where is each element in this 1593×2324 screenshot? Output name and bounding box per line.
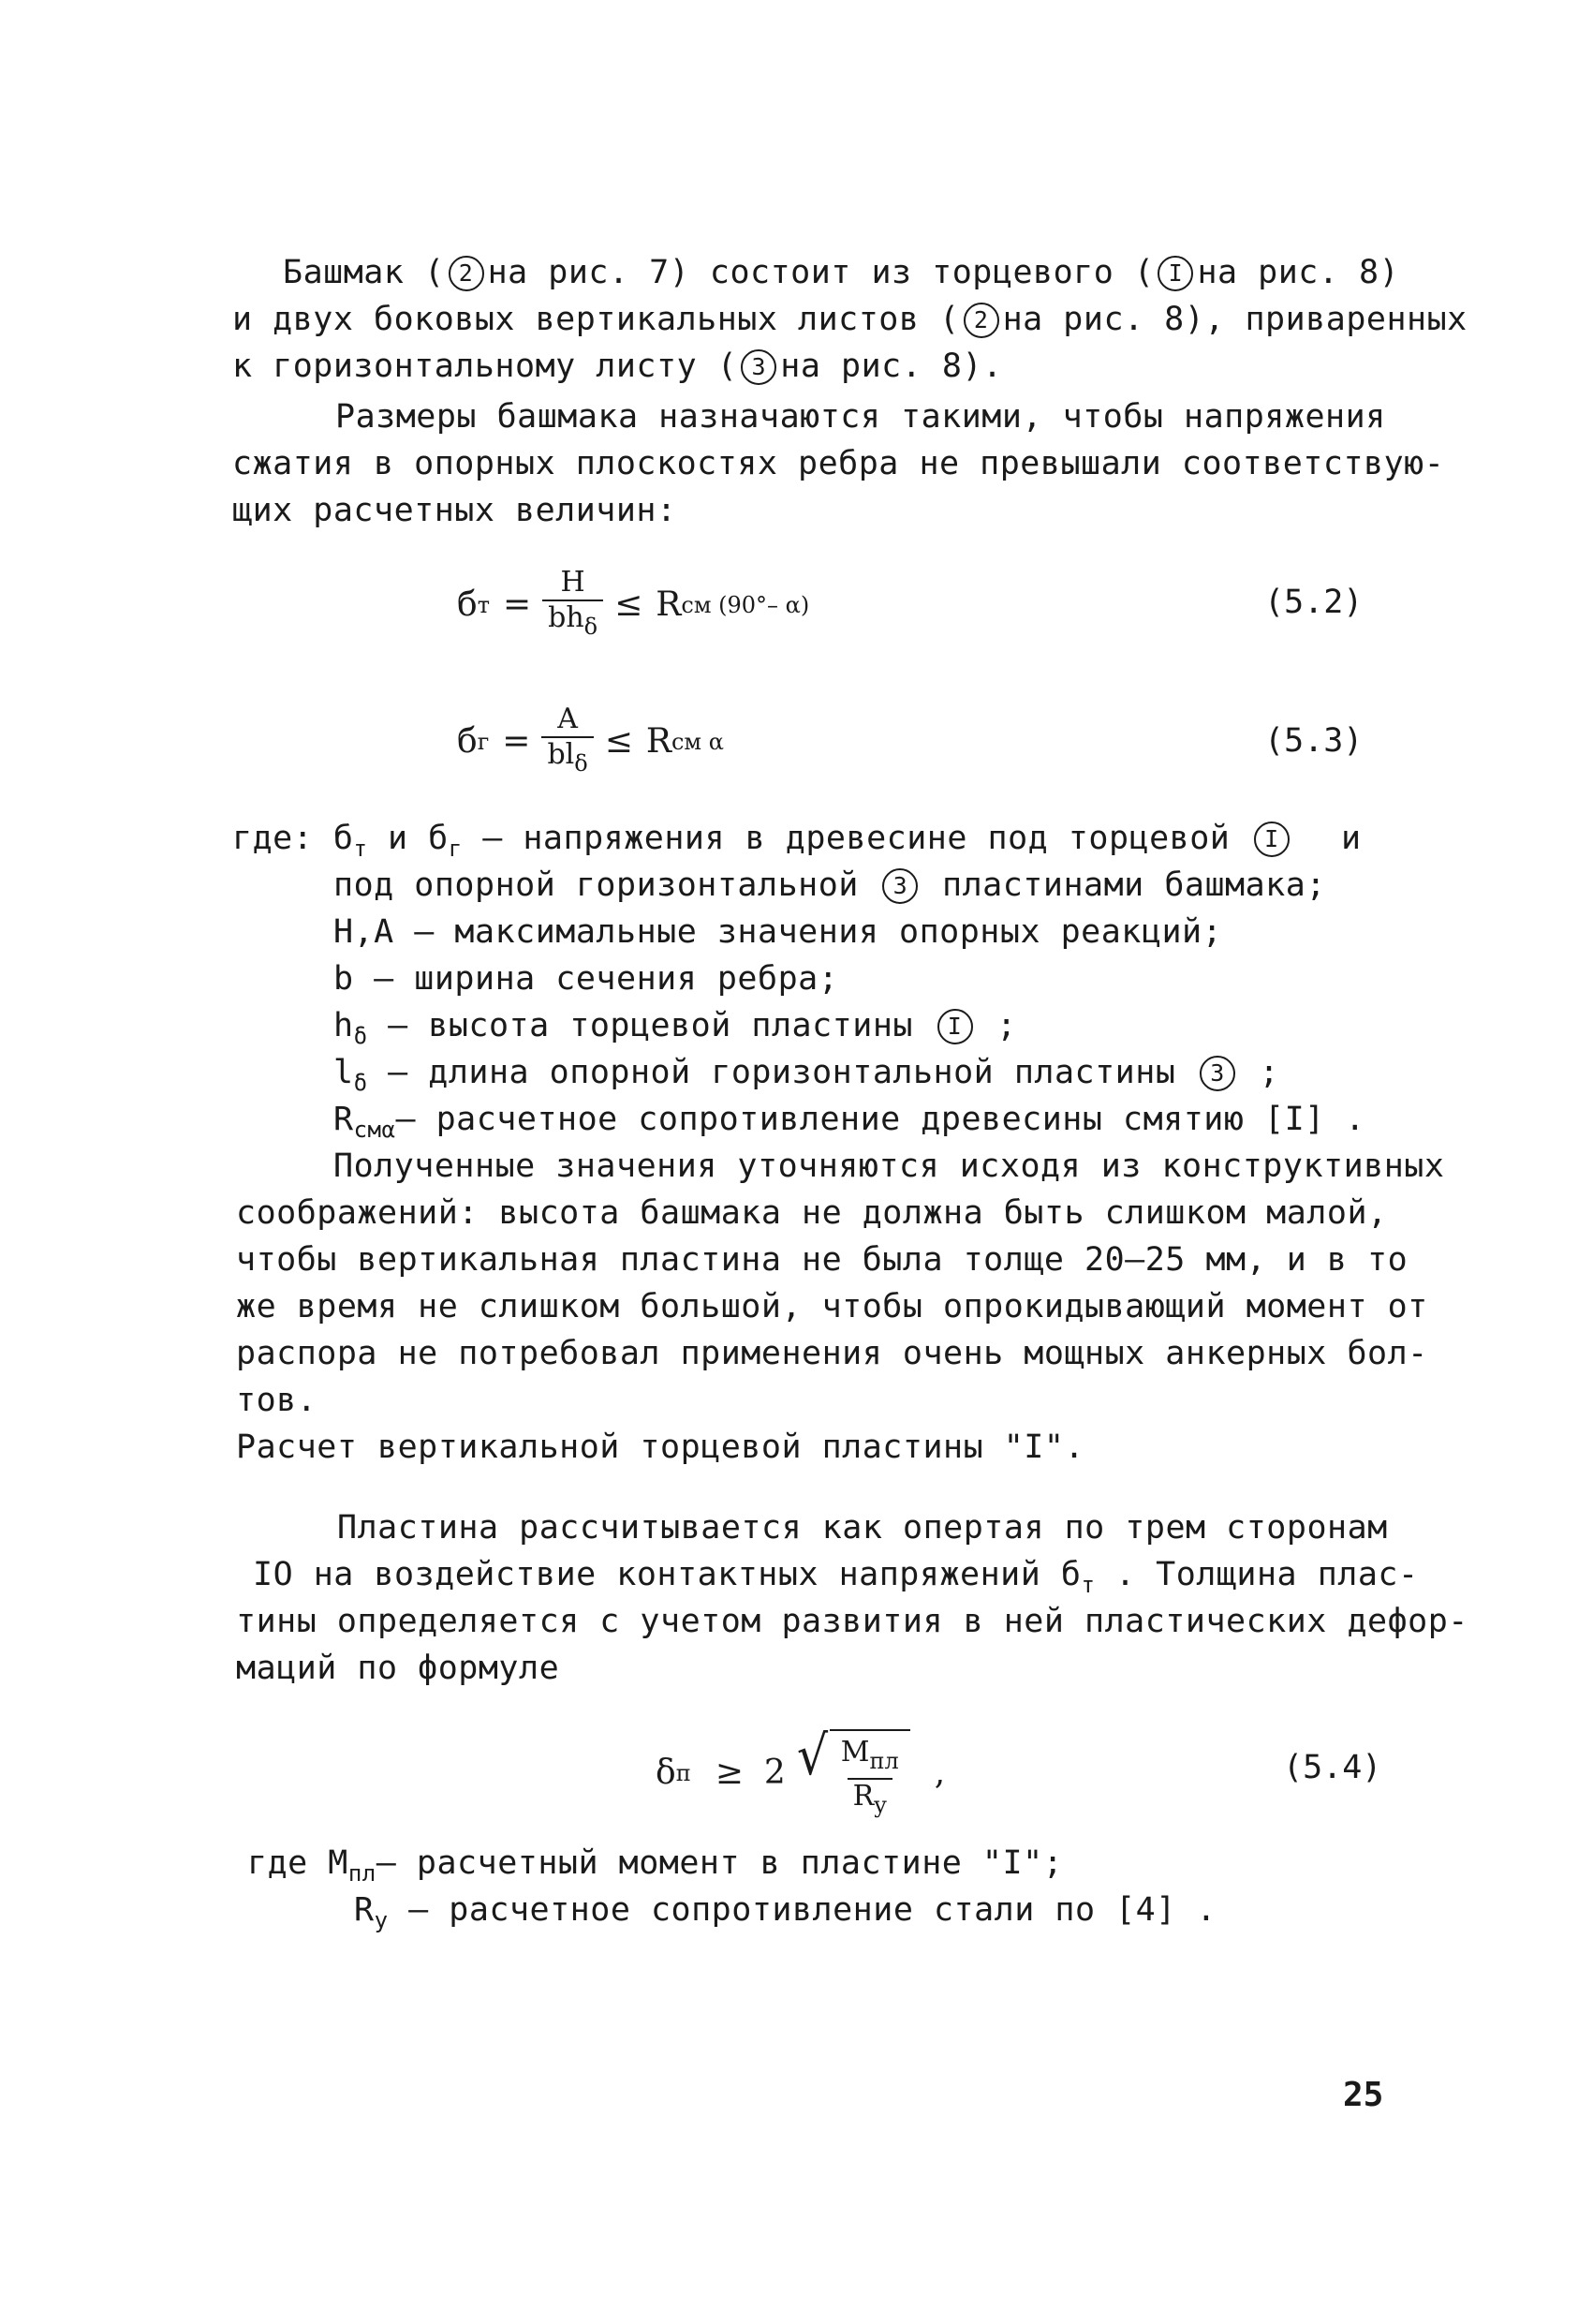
where1-line4: b – ширина сечения ребра; <box>333 960 839 998</box>
where1-line2: под опорной горизонтальной 3 пластинами башмака; <box>333 866 1326 904</box>
page-number: 25 <box>1343 2076 1384 2114</box>
circled-number: 3 <box>1200 1056 1235 1091</box>
where1-line6: $l_\delta$ – длина опорной горизонтальной пластины 3 ; <box>333 1054 1280 1096</box>
para3-line5: распора не потребовал применения очень мощных анкерных бол- <box>236 1335 1428 1372</box>
fraction: $\frac{H}{bh_\delta}$ <box>542 568 603 642</box>
circled-number: I <box>1158 256 1193 291</box>
para3-line1: Полученные значения уточняются исходя из конструктивных <box>333 1147 1445 1185</box>
para4-line4: маций по формуле <box>236 1650 560 1687</box>
para4-line3: тины определяется с учетом развития в ней пластических дефор- <box>236 1603 1468 1640</box>
section-heading: Расчет вертикальной торцевой пластины "I". <box>236 1428 1085 1466</box>
equation-number: (5.3) <box>1264 722 1364 760</box>
where2-line2: $R_y$ – расчетное сопротивление стали по [4] . <box>354 1891 1217 1933</box>
fraction: $\frac{A}{bl_\delta}$ <box>541 704 593 778</box>
where1-line7: $R_{см\alpha}-$ расчетное сопротивление древесины смятию [I] . <box>333 1101 1365 1143</box>
para3-line6: тов. <box>236 1382 317 1419</box>
equation-number: (5.2) <box>1264 584 1364 621</box>
where1-line5: $h_\delta$ – высота торцевой пластины I ; <box>333 1007 1017 1049</box>
circled-number: 3 <box>882 868 918 904</box>
where1-line3: Н,А – максимальные значения опорных реакций; <box>333 913 1223 951</box>
para1-line2: и двух боковых вертикальных листов ( 2 на рис. 8), приваренных <box>232 301 1468 338</box>
where2-line1: где $M_{пл}-$ расчетный момент в пластине "I"; <box>247 1844 1064 1887</box>
para3-line3: чтобы вертикальная пластина не была толще 20–25 мм, и в то <box>236 1241 1409 1279</box>
para4-line1: Пластина рассчитывается как опертая по трем сторонам <box>337 1509 1388 1547</box>
para4-line2: IO на воздействие контактных напряжений $б_т$ . Толщина плас- <box>253 1556 1419 1598</box>
where1-line1-end: и <box>1341 820 1362 857</box>
para1-line1: Башмак ( 2 на рис. 7) состоит из торцевого ( I на рис. 8) <box>283 254 1400 291</box>
para3-line4: же время не слишком большой, чтобы опрокидывающий момент от <box>236 1288 1428 1325</box>
equation-number: (5.4) <box>1283 1749 1382 1786</box>
para1-line3: к горизонтальному листу ( 3 на рис. 8). <box>232 348 1003 385</box>
para2-line3: щих расчетных величин: <box>232 492 677 529</box>
circled-number: 2 <box>449 256 484 291</box>
circled-number: 3 <box>741 349 776 385</box>
square-root <box>795 1725 910 1820</box>
where1-line1: где: $б_т$ и $б_г$ – напряжения в древесине под торцевой I <box>232 817 1293 870</box>
circled-number: 2 <box>964 303 999 338</box>
circled-number: I <box>937 1009 973 1044</box>
formula-5-3: б г = $\frac{A}{bl_\delta}$ ≤ R см α <box>457 703 724 777</box>
circled-number: I <box>1254 822 1290 857</box>
para3-line2: соображений: высота башмака не должна быть слишком малой, <box>236 1194 1388 1232</box>
para2-line1: Размеры башмака назначаются такими, чтобы напряжения <box>335 398 1386 436</box>
fraction: $\frac{M_{пл}}{R_y}$ <box>840 1736 899 1818</box>
radical-sign-icon: √ <box>796 1724 828 1787</box>
para2-line2: сжатия в опорных плоскостях ребра не превышали соответствую- <box>232 445 1445 482</box>
formula-5-4: δ п ≥ 2 √ $\frac{M_{пл}}{R_y}$ , <box>656 1724 946 1818</box>
formula-5-2: б т = $\frac{H}{bh_\delta}$ ≤ R см (90°– α) <box>457 566 810 640</box>
